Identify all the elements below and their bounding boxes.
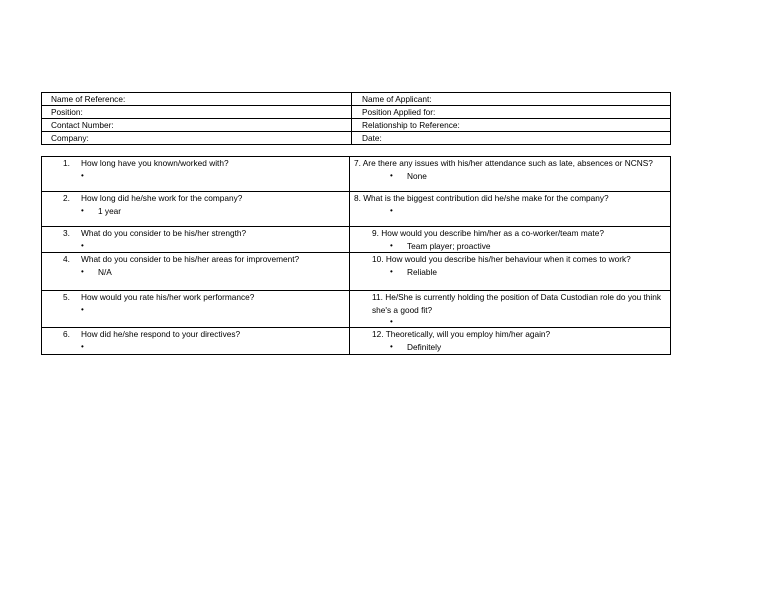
question-text: How long did he/she work for the company? [81, 193, 243, 203]
answer-text: Reliable [407, 266, 437, 277]
question-row [42, 192, 671, 227]
question-cell-10 [350, 253, 671, 291]
bullet-icon: • [81, 170, 84, 180]
bullet-icon: • [81, 266, 84, 276]
question-cell-5 [42, 291, 350, 328]
answer-text: N/A [98, 266, 112, 277]
question-4 [42, 253, 349, 266]
bullet-icon: • [390, 317, 393, 326]
question-cell-2 [42, 192, 350, 227]
question-cell-7 [350, 157, 671, 192]
question-text: How did he/she respond to your directives? [81, 329, 241, 339]
question-6 [42, 328, 349, 341]
reference-header-table [41, 92, 671, 145]
answer-10 [350, 266, 670, 279]
bullet-icon: • [390, 240, 393, 250]
answer-text: Team player; proactive [407, 240, 491, 251]
bullet-icon: • [81, 205, 84, 215]
question-text: What do you consider to be his/her strength? [81, 228, 247, 238]
question-2 [42, 192, 349, 205]
date-label: Date: [352, 132, 671, 145]
question-cell-1 [42, 157, 350, 192]
answer-12 [350, 341, 670, 354]
question-number: 5. [63, 292, 70, 302]
question-row [42, 253, 671, 291]
answer-9 [350, 240, 670, 253]
position-label: Position: [42, 106, 352, 119]
question-text: How long have you known/worked with? [81, 158, 229, 168]
question-11: 11. He/She is currently holding the position of Data Custodian role do you think she's a good fit? [372, 292, 662, 315]
question-number: 4. [63, 254, 70, 264]
bullet-icon: • [81, 304, 84, 314]
answer-text: 1 year [98, 205, 122, 216]
question-3 [42, 227, 349, 240]
question-number: 3. [63, 228, 70, 238]
answer-7 [350, 170, 670, 183]
question-cell-8 [350, 192, 671, 227]
answer-4 [42, 266, 349, 279]
position-applied-label: Position Applied for: [352, 106, 671, 119]
question-text: What do you consider to be his/her areas for improvement? [81, 254, 300, 264]
bullet-icon: • [390, 341, 393, 351]
question-row [42, 227, 671, 253]
bullet-icon: • [390, 170, 393, 180]
question-12: 12. Theoretically, will you employ him/her again? [372, 329, 551, 339]
question-number: 6. [63, 329, 70, 339]
question-row [42, 157, 671, 192]
question-5 [42, 291, 349, 304]
question-number: 1. [63, 158, 70, 168]
question-8: 8. What is the biggest contribution did he/she make for the company? [354, 193, 609, 203]
question-cell-6 [42, 328, 350, 355]
contact-number-label: Contact Number: [42, 119, 352, 132]
answer-text: Definitely [407, 341, 442, 352]
relationship-label: Relationship to Reference: [352, 119, 671, 132]
question-1 [42, 157, 349, 170]
questions-table [41, 156, 671, 355]
question-cell-12 [350, 328, 671, 355]
bullet-icon: • [81, 240, 84, 250]
question-cell-3 [42, 227, 350, 253]
bullet-icon: • [390, 205, 393, 215]
question-7: 7. Are there any issues with his/her attendance such as late, absences or NCNS? [354, 158, 653, 168]
question-10: 10. How would you describe his/her behaviour when it comes to work? [372, 254, 631, 264]
question-9: 9. How would you describe him/her as a co-worker/team mate? [372, 228, 604, 238]
question-cell-4 [42, 253, 350, 291]
question-text: How would you rate his/her work performance? [81, 292, 255, 302]
name-of-reference-label: Name of Reference: [42, 93, 352, 106]
name-of-applicant-label: Name of Applicant: [352, 93, 671, 106]
company-label: Company: [42, 132, 352, 145]
answer-text: None [407, 170, 427, 181]
answer-2 [42, 205, 349, 218]
question-cell-9 [350, 227, 671, 253]
question-row [42, 328, 671, 355]
question-cell-11 [350, 291, 671, 328]
question-row [42, 291, 671, 328]
question-number: 2. [63, 193, 70, 203]
bullet-icon: • [81, 341, 84, 351]
bullet-icon: • [390, 266, 393, 276]
